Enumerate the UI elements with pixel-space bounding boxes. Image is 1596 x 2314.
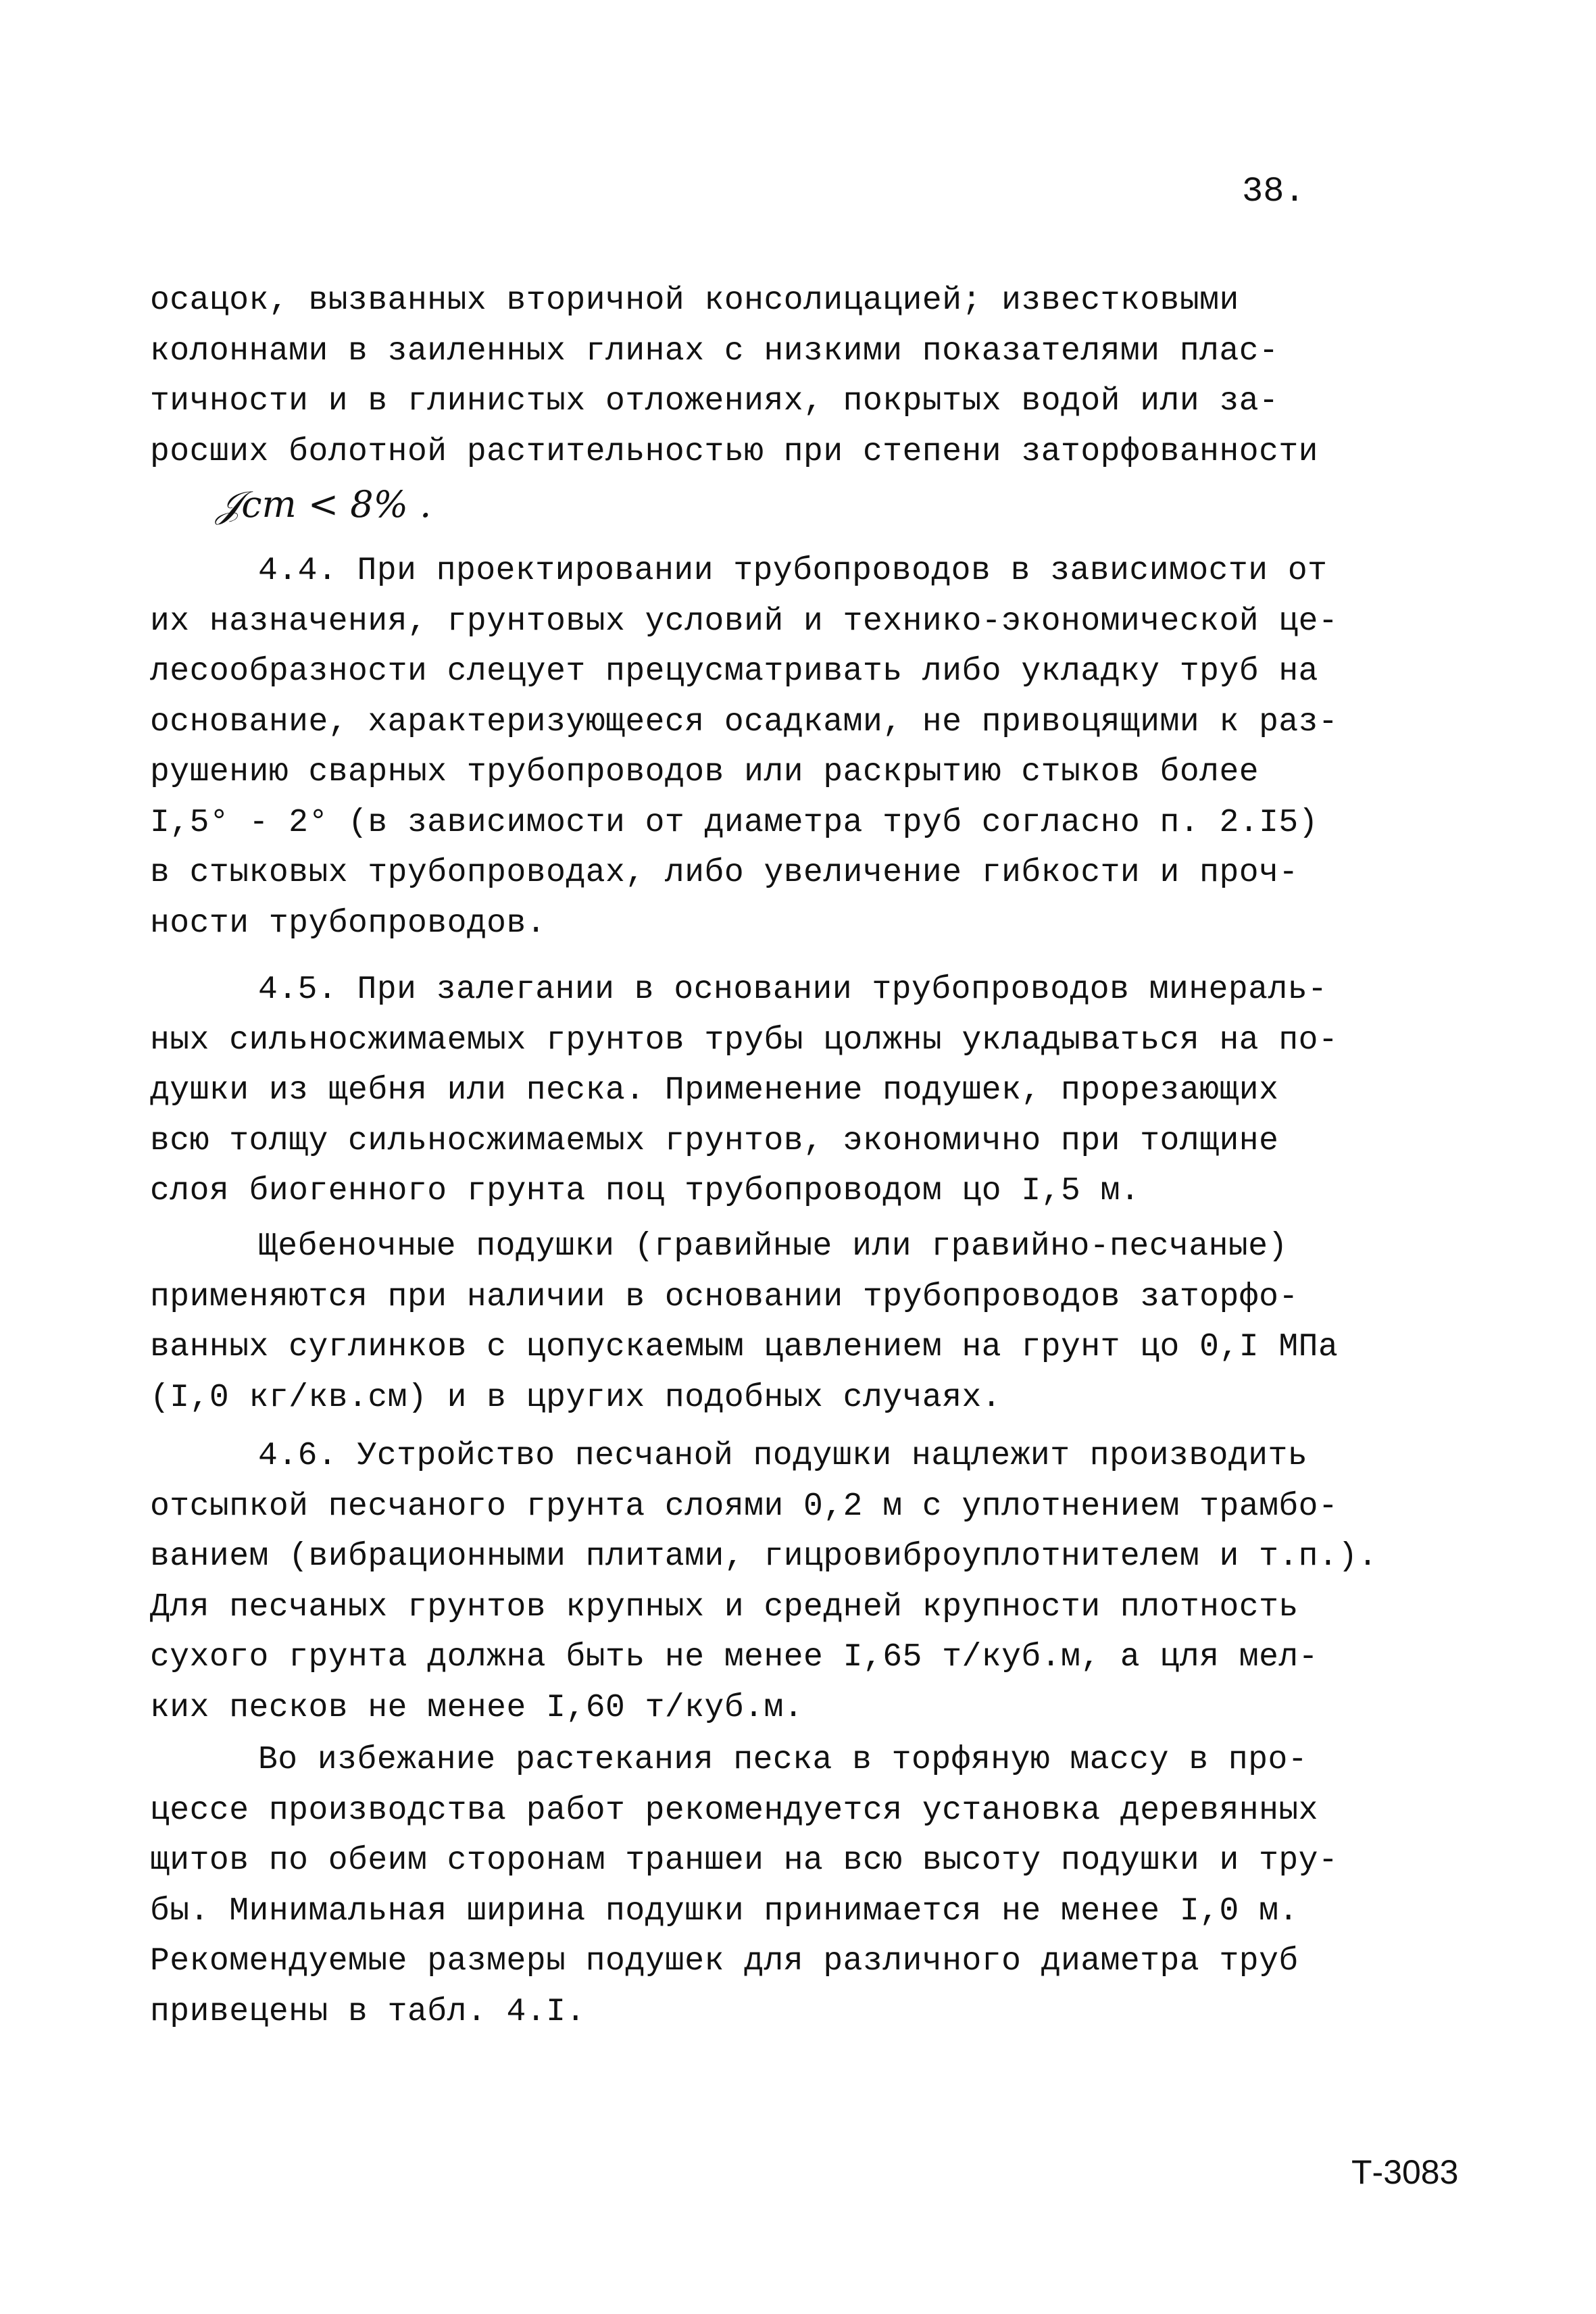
paragraph-spread-line-6: привецены в табл. 4.I. (150, 1993, 586, 2030)
paragraph-spread-line-1: Во избежание растекания песка в торфяную массу в про- (258, 1742, 1308, 1778)
paragraph-spread-line-3: щитов по обеим сторонам траншеи на всю высоту подушки и тру- (150, 1842, 1339, 1879)
paragraph-spread-line-5: Рекомендуемые размеры подушек для различного диаметра труб (150, 1943, 1299, 1980)
paragraph-4-5-line-5: слоя биогенного грунта поц трубопроводом цо I,5 м. (150, 1173, 1141, 1209)
paragraph-4-6-line-1: 4.6. Устройство песчаной подушки нацлежит производить (258, 1438, 1308, 1474)
paragraph-gravel-line-1: Щебеночные подушки (гравийные или гравийно-песчаные) (258, 1228, 1288, 1265)
paragraph-sand-spreading (150, 1735, 1447, 2037)
paragraph-spread-line-2: цессе производства работ рекомендуется установка деревянных (150, 1792, 1318, 1829)
paragraph-4-5-line-3: душки из щебня или песка. Применение подушек, прорезающих (150, 1072, 1279, 1109)
intro-line-3: тичности и в глинистых отложениях, покрытых водой или за- (150, 383, 1279, 420)
paragraph-4-4-line-4: основание, характеризующееся осадками, не привоцящими к раз- (150, 703, 1339, 740)
paragraph-4-6 (150, 1431, 1447, 1733)
paragraph-4-4-line-1: 4.4. При проектировании трубопроводов в зависимости от (258, 553, 1328, 589)
paragraph-4-6-line-6: ких песков не менее I,60 т/куб.м. (150, 1689, 804, 1726)
paragraph-4-4-line-8: ности трубопроводов. (150, 905, 547, 942)
intro-paragraph (150, 276, 1447, 477)
paragraph-gravel-line-2: применяются при наличии в основании трубопроводов заторфо- (150, 1278, 1299, 1315)
paragraph-4-4-line-7: в стыковых трубопроводах, либо увеличение гибкости и проч- (150, 855, 1299, 891)
peat-ratio-formula: 𝒥ст < 8% . (216, 483, 432, 526)
paragraph-gravel-line-3: ванных суглинков с цопускаемым цавлением на грунт цо 0,I МПа (150, 1329, 1339, 1365)
paragraph-4-5-line-2: ных сильносжимаемых грунтов трубы цолжны укладываться на по- (150, 1022, 1339, 1059)
paragraph-4-6-line-4: Для песчаных грунтов крупных и средней крупности плотность (150, 1588, 1299, 1626)
paragraph-spread-line-4: бы. Минимальная ширина подушки принимается не менее I,0 м. (150, 1892, 1299, 1930)
paragraph-4-4-line-3: лесообразности слецует прецусматривать либо укладку труб на (150, 653, 1318, 690)
paragraph-gravel-cushions (150, 1222, 1447, 1423)
paragraph-4-6-line-2: отсыпкой песчаного грунта слоями 0,2 м с уплотнением трамбо- (150, 1488, 1339, 1525)
document-code: Т-3083 (1351, 2153, 1459, 2191)
intro-line-1: осацок, вызванных вторичной консолицацией; известковыми (150, 282, 1239, 319)
paragraph-4-4-line-6: I,5° - 2° (в зависимости от диаметра труб согласно п. 2.I5) (150, 804, 1318, 841)
paragraph-4-6-line-5: сухого грунта должна быть не менее I,65 т/куб.м, а цля мел- (150, 1639, 1318, 1676)
page-number: 38. (1242, 172, 1305, 211)
paragraph-4-5-line-4: всю толщу сильносжимаемых грунтов, экономично при толщине (150, 1122, 1279, 1159)
intro-line-4: росших болотной растительностью при степени заторфованности (150, 433, 1318, 470)
paragraph-gravel-line-4: (I,0 кг/кв.см) и в цругих подобных случаях. (150, 1379, 1002, 1416)
paragraph-4-4-line-5: рушению сварных трубопроводов или раскрытию стыков более (150, 754, 1260, 790)
paragraph-4-5 (150, 965, 1447, 1217)
paragraph-4-5-line-1: 4.5. При залегании в основании трубопроводов минераль- (258, 972, 1328, 1008)
paragraph-4-4-line-2: их назначения, грунтовых условий и технико-экономической це- (150, 603, 1339, 640)
paragraph-4-6-line-3: ванием (вибрационными плитами, гицровиброуплотнителем и т.п.). (150, 1538, 1378, 1575)
intro-line-2: колоннами в заиленных глинах с низкими показателями плас- (150, 332, 1279, 370)
paragraph-4-4 (150, 546, 1447, 949)
